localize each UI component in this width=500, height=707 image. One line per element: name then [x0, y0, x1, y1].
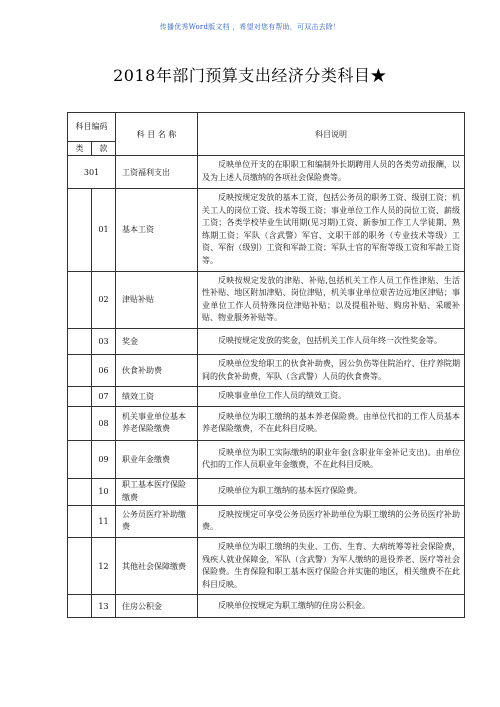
row-subject-name: 其他社会保障缴费	[116, 537, 198, 594]
row-subject-name: 职业年金缴费	[116, 440, 198, 478]
table-row	[68, 440, 465, 478]
table-row	[68, 271, 465, 328]
row-kuan-code: 09	[92, 440, 116, 478]
table-header-row	[68, 113, 465, 142]
row-lei-code	[68, 595, 92, 618]
row-subject-description: 反映按规定发放的奖金，包括机关工作人员年终一次性奖金等。	[198, 328, 465, 354]
table-row	[68, 406, 465, 440]
table-row	[68, 387, 465, 407]
row-subject-name: 住房公积金	[116, 595, 198, 618]
header-subject-code: 科目编码	[68, 113, 116, 142]
row-subject-name: 机关事业单位基本养老保险缴费	[116, 406, 198, 440]
row-lei-code	[68, 328, 92, 354]
row-subject-name: 奖金	[116, 328, 198, 354]
row-subject-name: 公务员医疗补助缴费	[116, 505, 198, 537]
row-kuan-code: 03	[92, 328, 116, 354]
row-kuan-code: 01	[92, 189, 116, 272]
header-lei: 类	[68, 142, 92, 156]
row-kuan-code: 12	[92, 537, 116, 594]
row-kuan-code: 06	[92, 354, 116, 386]
row-subject-description: 反映按规定发放的津贴、补贴,包括机关工作人员工作性津贴、生活性补贴、地区附加津贴、岗位津贴，机关事业单位艰苦边远地区津贴；事业单位工作人员特殊岗位津贴补贴；以及提租补贴、购房补贴、采暖补贴、物业服务补贴等。	[198, 271, 465, 328]
row-lei-code	[68, 537, 92, 594]
row-lei-code	[68, 505, 92, 537]
table-row	[68, 505, 465, 537]
table-row	[68, 478, 465, 505]
row-lei-code: 301	[68, 156, 116, 189]
row-kuan-code: 10	[92, 478, 116, 505]
row-lei-code	[68, 406, 92, 440]
row-lei-code	[68, 387, 92, 407]
row-subject-name: 基本工资	[116, 189, 198, 272]
header-subject-description: 科目说明	[198, 113, 465, 156]
row-subject-description: 反映事业单位工作人员的绩效工资。	[198, 387, 465, 407]
row-subject-description: 反映单位为职工缴纳的基本医疗保险费。	[198, 478, 465, 505]
row-lei-code	[68, 271, 92, 328]
row-lei-code	[68, 189, 92, 272]
table-row	[68, 328, 465, 354]
header-kuan: 款	[92, 142, 116, 156]
row-lei-code	[68, 354, 92, 386]
header-subject-name: 科 目 名 称	[116, 113, 198, 156]
page-title: 2018年部门预算支出经济分类科目★	[113, 66, 387, 85]
row-subject-description: 反映单位发给职工的伙食补助费，因公负伤等住院治疗、住疗养院期间的伙食补助费，军队（含武警）人员的伙食费等。	[198, 354, 465, 386]
row-subject-description: 反映单位为职工缴纳的失业、工伤、生育、大病统筹等社会保险费，残疾人就业保障金，军队（含武警）为军人缴纳的退役养老、医疗等社会保险费。生育保险和职工基本医疗保险合并实施的地区，相关缴费不在此科目反映。	[198, 537, 465, 594]
row-kuan-code: 08	[92, 406, 116, 440]
row-subject-name: 职工基本医疗保险缴费	[116, 478, 198, 505]
table-row	[68, 537, 465, 594]
budget-table-container	[67, 112, 464, 618]
row-kuan-code: 02	[92, 271, 116, 328]
table-row	[68, 595, 465, 618]
row-subject-name: 伙食补助费	[116, 354, 198, 386]
row-subject-name: 绩效工资	[116, 387, 198, 407]
table-row	[68, 189, 465, 272]
row-kuan-code: 13	[92, 595, 116, 618]
row-subject-description: 反映单位开支的在职职工和编制外长期聘用人员的各类劳动报酬，以及为上述人员缴纳的各项社会保险费等。	[198, 156, 465, 189]
row-subject-description: 反映单位为职工实际缴纳的职业年金(含职业年金补记支出)。由单位代扣的工作人员职业年金缴费，不在此科目反映。	[198, 440, 465, 478]
row-subject-description: 反映按规定发放的基本工资，包括公务员的职务工资、级别工资；机关工人的岗位工资、技术等级工资；事业单位工作人员的岗位工资、薪级工资；各类学校毕业生试用期(见习期)工资、新参加工作工人学徒期、熟练期工资；军队（含武警）军官、文职干部的职务（专业技术等级）工资、军衔（级别）工资和军龄工资；军队士官的军衔等级工资和军龄工资等。	[198, 189, 465, 272]
document-banner: 传播优秀Word版文档 ，希望对您有帮助，可双击去除！	[159, 23, 341, 31]
table-row	[68, 354, 465, 386]
row-kuan-code: 07	[92, 387, 116, 407]
budget-classification-table	[67, 112, 465, 618]
row-lei-code	[68, 440, 92, 478]
row-lei-code	[68, 478, 92, 505]
row-subject-description: 反映单位按规定为职工缴纳的住房公积金。	[198, 595, 465, 618]
row-subject-name: 津贴补贴	[116, 271, 198, 328]
row-subject-name: 工资福利支出	[116, 156, 198, 189]
row-subject-description: 反映按规定可享受公务员医疗补助单位为职工缴纳的公务员医疗补助费。	[198, 505, 465, 537]
row-subject-description: 反映单位为职工缴纳的基本养老保险费。由单位代扣的工作人员基本养老保险缴费，不在此科目反映。	[198, 406, 465, 440]
row-kuan-code: 11	[92, 505, 116, 537]
table-row	[68, 156, 465, 189]
